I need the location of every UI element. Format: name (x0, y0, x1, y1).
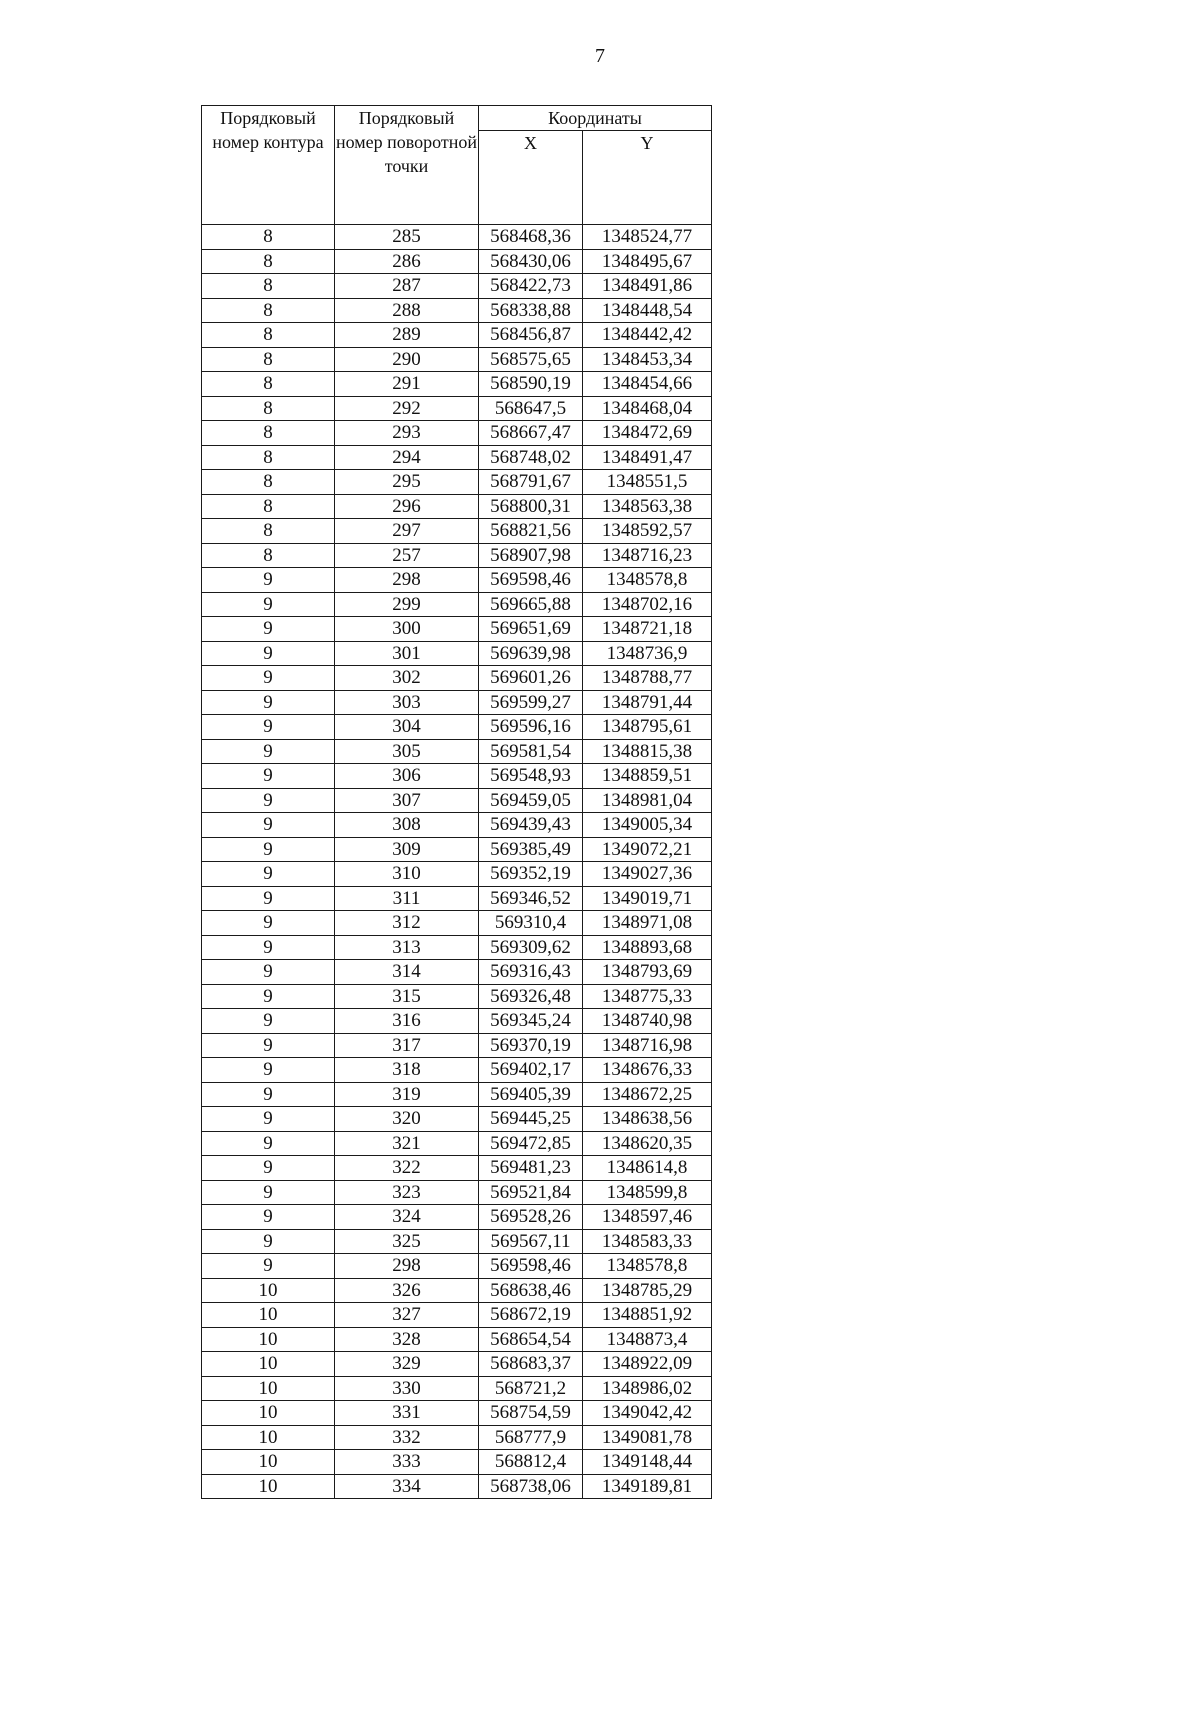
cell-contour-number: 10 (202, 1352, 335, 1377)
cell-y: 1348563,38 (583, 494, 712, 519)
cell-x: 569548,93 (479, 764, 583, 789)
table-row (202, 592, 712, 617)
cell-x: 568812,4 (479, 1450, 583, 1475)
table-row (202, 1205, 712, 1230)
table-row (202, 984, 712, 1009)
cell-y: 1348859,51 (583, 764, 712, 789)
cell-contour-number: 9 (202, 617, 335, 642)
cell-point-number: 285 (335, 225, 479, 250)
table-row (202, 764, 712, 789)
table-row (202, 1327, 712, 1352)
cell-point-number: 334 (335, 1474, 479, 1499)
cell-point-number: 303 (335, 690, 479, 715)
table-row (202, 1009, 712, 1034)
table-body (202, 225, 712, 1499)
cell-contour-number: 9 (202, 1156, 335, 1181)
cell-point-number: 320 (335, 1107, 479, 1132)
cell-x: 569665,88 (479, 592, 583, 617)
cell-point-number: 294 (335, 445, 479, 470)
cell-point-number: 304 (335, 715, 479, 740)
table-row (202, 666, 712, 691)
table-row (202, 1180, 712, 1205)
table-row (202, 1278, 712, 1303)
cell-x: 568468,36 (479, 225, 583, 250)
cell-y: 1348721,18 (583, 617, 712, 642)
cell-x: 569310,4 (479, 911, 583, 936)
cell-contour-number: 9 (202, 813, 335, 838)
cell-y: 1349072,21 (583, 837, 712, 862)
cell-y: 1348592,57 (583, 519, 712, 544)
table-row (202, 1474, 712, 1499)
cell-point-number: 305 (335, 739, 479, 764)
table-row (202, 1131, 712, 1156)
cell-y: 1348851,92 (583, 1303, 712, 1328)
cell-point-number: 301 (335, 641, 479, 666)
cell-contour-number: 8 (202, 274, 335, 299)
cell-x: 568590,19 (479, 372, 583, 397)
table-row (202, 739, 712, 764)
cell-y: 1348578,8 (583, 1254, 712, 1279)
table-row (202, 421, 712, 446)
cell-point-number: 307 (335, 788, 479, 813)
cell-y: 1348702,16 (583, 592, 712, 617)
cell-point-number: 300 (335, 617, 479, 642)
cell-contour-number: 9 (202, 1229, 335, 1254)
cell-y: 1348491,86 (583, 274, 712, 299)
cell-x: 569581,54 (479, 739, 583, 764)
cell-x: 568791,67 (479, 470, 583, 495)
cell-x: 569521,84 (479, 1180, 583, 1205)
cell-point-number: 330 (335, 1376, 479, 1401)
cell-x: 568638,46 (479, 1278, 583, 1303)
cell-point-number: 321 (335, 1131, 479, 1156)
cell-x: 569598,46 (479, 568, 583, 593)
cell-x: 568683,37 (479, 1352, 583, 1377)
cell-y: 1348614,8 (583, 1156, 712, 1181)
cell-point-number: 325 (335, 1229, 479, 1254)
table-row (202, 1033, 712, 1058)
cell-contour-number: 8 (202, 519, 335, 544)
cell-point-number: 287 (335, 274, 479, 299)
table-row (202, 1058, 712, 1083)
cell-contour-number: 10 (202, 1450, 335, 1475)
table-row (202, 1401, 712, 1426)
cell-point-number: 293 (335, 421, 479, 446)
cell-point-number: 314 (335, 960, 479, 985)
cell-point-number: 302 (335, 666, 479, 691)
cell-y: 1348620,35 (583, 1131, 712, 1156)
cell-contour-number: 8 (202, 249, 335, 274)
cell-contour-number: 10 (202, 1327, 335, 1352)
cell-y: 1348468,04 (583, 396, 712, 421)
cell-x: 569352,19 (479, 862, 583, 887)
cell-x: 568575,65 (479, 347, 583, 372)
cell-x: 569346,52 (479, 886, 583, 911)
table-row (202, 1450, 712, 1475)
cell-contour-number: 8 (202, 298, 335, 323)
cell-contour-number: 10 (202, 1474, 335, 1499)
header-y: Y (583, 131, 712, 225)
cell-contour-number: 9 (202, 739, 335, 764)
cell-point-number: 324 (335, 1205, 479, 1230)
cell-x: 568422,73 (479, 274, 583, 299)
cell-y: 1348453,34 (583, 347, 712, 372)
cell-x: 569445,25 (479, 1107, 583, 1132)
cell-x: 568748,02 (479, 445, 583, 470)
cell-contour-number: 10 (202, 1303, 335, 1328)
table-row (202, 960, 712, 985)
header-contour-number: Порядковый номер контура (202, 106, 335, 225)
cell-x: 569309,62 (479, 935, 583, 960)
table-row (202, 543, 712, 568)
cell-contour-number: 9 (202, 1254, 335, 1279)
cell-point-number: 319 (335, 1082, 479, 1107)
cell-y: 1348793,69 (583, 960, 712, 985)
cell-point-number: 332 (335, 1425, 479, 1450)
cell-contour-number: 9 (202, 568, 335, 593)
cell-y: 1349005,34 (583, 813, 712, 838)
cell-point-number: 288 (335, 298, 479, 323)
table-row (202, 445, 712, 470)
cell-contour-number: 9 (202, 935, 335, 960)
cell-point-number: 295 (335, 470, 479, 495)
cell-point-number: 309 (335, 837, 479, 862)
cell-contour-number: 9 (202, 984, 335, 1009)
cell-contour-number: 9 (202, 837, 335, 862)
cell-x: 569459,05 (479, 788, 583, 813)
table-row (202, 935, 712, 960)
cell-y: 1348795,61 (583, 715, 712, 740)
cell-contour-number: 8 (202, 323, 335, 348)
cell-x: 569370,19 (479, 1033, 583, 1058)
cell-contour-number: 9 (202, 715, 335, 740)
cell-contour-number: 10 (202, 1401, 335, 1426)
cell-x: 568647,5 (479, 396, 583, 421)
cell-x: 568338,88 (479, 298, 583, 323)
cell-x: 569601,26 (479, 666, 583, 691)
table-row (202, 1352, 712, 1377)
cell-y: 1348495,67 (583, 249, 712, 274)
cell-contour-number: 9 (202, 666, 335, 691)
cell-point-number: 299 (335, 592, 479, 617)
cell-point-number: 291 (335, 372, 479, 397)
cell-y: 1348638,56 (583, 1107, 712, 1132)
table-row (202, 1425, 712, 1450)
table-row (202, 323, 712, 348)
table-row (202, 274, 712, 299)
cell-point-number: 298 (335, 1254, 479, 1279)
table-row (202, 494, 712, 519)
cell-contour-number: 8 (202, 543, 335, 568)
cell-y: 1348716,98 (583, 1033, 712, 1058)
cell-y: 1349081,78 (583, 1425, 712, 1450)
table-row (202, 1376, 712, 1401)
table-row (202, 788, 712, 813)
cell-y: 1348791,44 (583, 690, 712, 715)
table-row (202, 249, 712, 274)
cell-x: 569316,43 (479, 960, 583, 985)
cell-x: 569481,23 (479, 1156, 583, 1181)
cell-point-number: 316 (335, 1009, 479, 1034)
cell-point-number: 297 (335, 519, 479, 544)
cell-x: 569345,24 (479, 1009, 583, 1034)
cell-x: 569402,17 (479, 1058, 583, 1083)
cell-point-number: 326 (335, 1278, 479, 1303)
coordinates-table (201, 105, 712, 1499)
cell-x: 568754,59 (479, 1401, 583, 1426)
table-header (202, 106, 712, 225)
table-row (202, 911, 712, 936)
cell-x: 568777,9 (479, 1425, 583, 1450)
cell-point-number: 328 (335, 1327, 479, 1352)
cell-y: 1349148,44 (583, 1450, 712, 1475)
cell-y: 1349189,81 (583, 1474, 712, 1499)
cell-y: 1348775,33 (583, 984, 712, 1009)
header-point-number: Порядковый номер поворотной точки (335, 106, 479, 225)
cell-contour-number: 9 (202, 788, 335, 813)
cell-y: 1349019,71 (583, 886, 712, 911)
cell-contour-number: 9 (202, 1082, 335, 1107)
cell-x: 568821,56 (479, 519, 583, 544)
cell-y: 1348815,38 (583, 739, 712, 764)
cell-point-number: 292 (335, 396, 479, 421)
cell-contour-number: 8 (202, 421, 335, 446)
cell-y: 1348788,77 (583, 666, 712, 691)
page-number: 7 (595, 45, 605, 67)
cell-x: 568907,98 (479, 543, 583, 568)
cell-contour-number: 9 (202, 862, 335, 887)
cell-y: 1349042,42 (583, 1401, 712, 1426)
cell-y: 1348524,77 (583, 225, 712, 250)
cell-y: 1348599,8 (583, 1180, 712, 1205)
cell-x: 569651,69 (479, 617, 583, 642)
cell-contour-number: 8 (202, 494, 335, 519)
cell-y: 1348922,09 (583, 1352, 712, 1377)
table-row (202, 862, 712, 887)
cell-x: 569567,11 (479, 1229, 583, 1254)
cell-x: 569598,46 (479, 1254, 583, 1279)
cell-contour-number: 10 (202, 1425, 335, 1450)
cell-point-number: 323 (335, 1180, 479, 1205)
table-row (202, 715, 712, 740)
cell-y: 1348716,23 (583, 543, 712, 568)
header-x: X (479, 131, 583, 225)
cell-point-number: 329 (335, 1352, 479, 1377)
cell-x: 568667,47 (479, 421, 583, 446)
cell-x: 568721,2 (479, 1376, 583, 1401)
cell-point-number: 327 (335, 1303, 479, 1328)
cell-point-number: 286 (335, 249, 479, 274)
cell-point-number: 296 (335, 494, 479, 519)
cell-contour-number: 10 (202, 1376, 335, 1401)
cell-x: 569405,39 (479, 1082, 583, 1107)
cell-contour-number: 9 (202, 1033, 335, 1058)
cell-contour-number: 8 (202, 470, 335, 495)
cell-x: 568800,31 (479, 494, 583, 519)
table-row (202, 470, 712, 495)
cell-y: 1348986,02 (583, 1376, 712, 1401)
cell-contour-number: 8 (202, 347, 335, 372)
cell-point-number: 317 (335, 1033, 479, 1058)
cell-y: 1348583,33 (583, 1229, 712, 1254)
cell-point-number: 257 (335, 543, 479, 568)
table-row (202, 837, 712, 862)
cell-contour-number: 9 (202, 886, 335, 911)
cell-point-number: 290 (335, 347, 479, 372)
table-row (202, 617, 712, 642)
cell-point-number: 298 (335, 568, 479, 593)
cell-point-number: 333 (335, 1450, 479, 1475)
cell-x: 569439,43 (479, 813, 583, 838)
table-row (202, 372, 712, 397)
cell-x: 568430,06 (479, 249, 583, 274)
cell-point-number: 331 (335, 1401, 479, 1426)
cell-x: 569596,16 (479, 715, 583, 740)
cell-contour-number: 8 (202, 225, 335, 250)
cell-point-number: 310 (335, 862, 479, 887)
cell-y: 1348981,04 (583, 788, 712, 813)
cell-x: 569599,27 (479, 690, 583, 715)
cell-contour-number: 9 (202, 911, 335, 936)
cell-x: 569326,48 (479, 984, 583, 1009)
cell-point-number: 312 (335, 911, 479, 936)
cell-point-number: 318 (335, 1058, 479, 1083)
cell-point-number: 311 (335, 886, 479, 911)
cell-y: 1348785,29 (583, 1278, 712, 1303)
cell-point-number: 315 (335, 984, 479, 1009)
cell-contour-number: 9 (202, 1205, 335, 1230)
table-row (202, 347, 712, 372)
cell-contour-number: 9 (202, 1009, 335, 1034)
table-row (202, 1254, 712, 1279)
table-row (202, 396, 712, 421)
cell-y: 1348740,98 (583, 1009, 712, 1034)
cell-x: 569528,26 (479, 1205, 583, 1230)
cell-y: 1348672,25 (583, 1082, 712, 1107)
cell-point-number: 313 (335, 935, 479, 960)
cell-contour-number: 9 (202, 1180, 335, 1205)
table-row (202, 813, 712, 838)
cell-contour-number: 9 (202, 690, 335, 715)
table-row (202, 225, 712, 250)
cell-y: 1348578,8 (583, 568, 712, 593)
table-row (202, 519, 712, 544)
cell-contour-number: 9 (202, 960, 335, 985)
cell-contour-number: 9 (202, 1058, 335, 1083)
cell-point-number: 308 (335, 813, 479, 838)
header-coordinates: Координаты (479, 106, 712, 131)
cell-contour-number: 8 (202, 445, 335, 470)
table-row (202, 568, 712, 593)
cell-contour-number: 9 (202, 1107, 335, 1132)
table-row (202, 641, 712, 666)
table-row (202, 1229, 712, 1254)
cell-y: 1348597,46 (583, 1205, 712, 1230)
cell-y: 1348893,68 (583, 935, 712, 960)
cell-x: 568654,54 (479, 1327, 583, 1352)
cell-y: 1348873,4 (583, 1327, 712, 1352)
cell-x: 568672,19 (479, 1303, 583, 1328)
cell-x: 568738,06 (479, 1474, 583, 1499)
cell-y: 1348442,42 (583, 323, 712, 348)
cell-y: 1349027,36 (583, 862, 712, 887)
cell-contour-number: 8 (202, 396, 335, 421)
table-row (202, 690, 712, 715)
cell-x: 568456,87 (479, 323, 583, 348)
cell-contour-number: 9 (202, 764, 335, 789)
cell-y: 1348736,9 (583, 641, 712, 666)
cell-contour-number: 9 (202, 1131, 335, 1156)
table-row (202, 1156, 712, 1181)
cell-contour-number: 9 (202, 592, 335, 617)
cell-y: 1348676,33 (583, 1058, 712, 1083)
cell-x: 569639,98 (479, 641, 583, 666)
cell-point-number: 306 (335, 764, 479, 789)
cell-y: 1348491,47 (583, 445, 712, 470)
cell-contour-number: 9 (202, 641, 335, 666)
cell-y: 1348551,5 (583, 470, 712, 495)
cell-y: 1348454,66 (583, 372, 712, 397)
cell-contour-number: 8 (202, 372, 335, 397)
cell-y: 1348448,54 (583, 298, 712, 323)
cell-point-number: 322 (335, 1156, 479, 1181)
table-row (202, 1303, 712, 1328)
table-row (202, 1107, 712, 1132)
cell-x: 569385,49 (479, 837, 583, 862)
cell-y: 1348971,08 (583, 911, 712, 936)
table-row (202, 886, 712, 911)
cell-contour-number: 10 (202, 1278, 335, 1303)
table-row (202, 1082, 712, 1107)
cell-x: 569472,85 (479, 1131, 583, 1156)
table-row (202, 298, 712, 323)
cell-point-number: 289 (335, 323, 479, 348)
cell-y: 1348472,69 (583, 421, 712, 446)
